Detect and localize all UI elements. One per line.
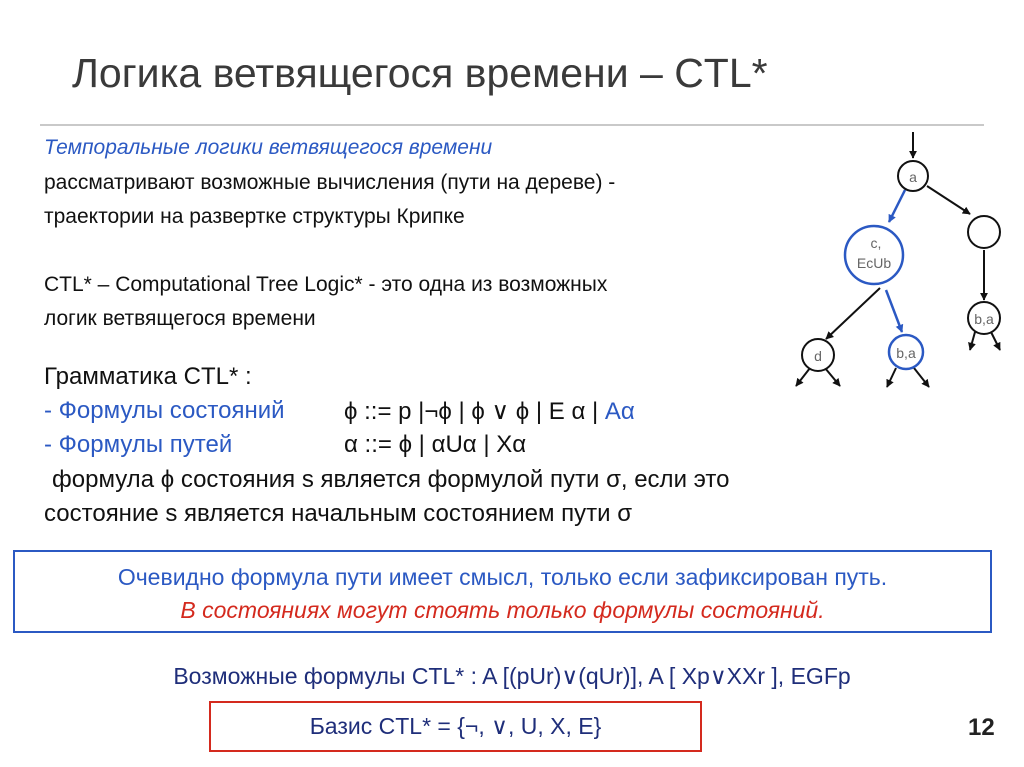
grammar-note-2: состояние s является начальным состоянием пути σ <box>44 500 632 527</box>
path-meaning-line-1: Очевидно формула пути имеет смысл, только если зафиксирован путь. <box>117 564 888 590</box>
intro-line-1: Темпоральные логики ветвящегося времени <box>44 136 493 159</box>
intro-line-4: CTL* – Computational Tree Logic* - это одна из возможных <box>44 273 608 296</box>
path-formulas-label: - Формулы путей <box>44 431 233 458</box>
node-c-label-2: EcUb <box>856 255 892 271</box>
node-right <box>968 216 1000 248</box>
intro-line-3: траектории на развертке структуры Крипке <box>44 205 465 228</box>
path-meaning-box <box>13 550 992 633</box>
node-ba-right-label: b,a <box>974 311 994 327</box>
edge-out-4 <box>825 368 840 386</box>
path-meaning-line-2: В состояниях могут стоять только формулы состояний. <box>180 597 825 623</box>
state-formula <box>344 397 635 426</box>
edge-out-5 <box>887 368 896 387</box>
edge-c-d <box>826 288 880 339</box>
title-divider <box>40 124 984 126</box>
state-formula-main: ϕ ::= p |¬ϕ | ϕ ∨ ϕ | E α | <box>344 398 599 425</box>
edge-a-c <box>889 190 905 222</box>
grammar-note-1: формула ϕ состояния s является формулой пути σ, если это <box>52 466 730 493</box>
page-number: 12 <box>968 714 995 741</box>
intro-line-2: рассматривают возможные вычисления (пути на дереве) - <box>44 171 616 194</box>
edge-a-right <box>927 186 970 214</box>
path-formula: α ::= ϕ | αUα | Xα <box>344 431 527 458</box>
node-d-label: d <box>814 348 822 364</box>
node-c-label-1: c, <box>870 235 882 251</box>
edge-out-2 <box>991 332 1000 350</box>
kripke-tree-diagram <box>780 128 994 408</box>
possible-formulas: Возможные формулы CTL* : A [(pUr)∨(qUr)], A [ Xp∨XXr ], EGFp <box>173 663 851 689</box>
basis-box: Базис CTL* = {¬, ∨, U, X, E} <box>209 701 702 752</box>
state-formula-tail: Aα <box>598 398 635 425</box>
grammar-heading: Грамматика CTL* : <box>44 363 252 390</box>
state-formulas-label: - Формулы состояний <box>44 397 285 424</box>
page-title: Логика ветвящегося времени – CTL* <box>72 50 768 96</box>
edge-c-ba <box>886 290 902 332</box>
edge-out-6 <box>914 368 929 387</box>
node-a-label: a <box>909 169 917 185</box>
edge-out-3 <box>796 368 810 386</box>
node-ba-bottom-label: b,a <box>896 345 916 361</box>
intro-line-5: логик ветвящегося времени <box>44 307 316 330</box>
edge-out-1 <box>970 332 975 350</box>
